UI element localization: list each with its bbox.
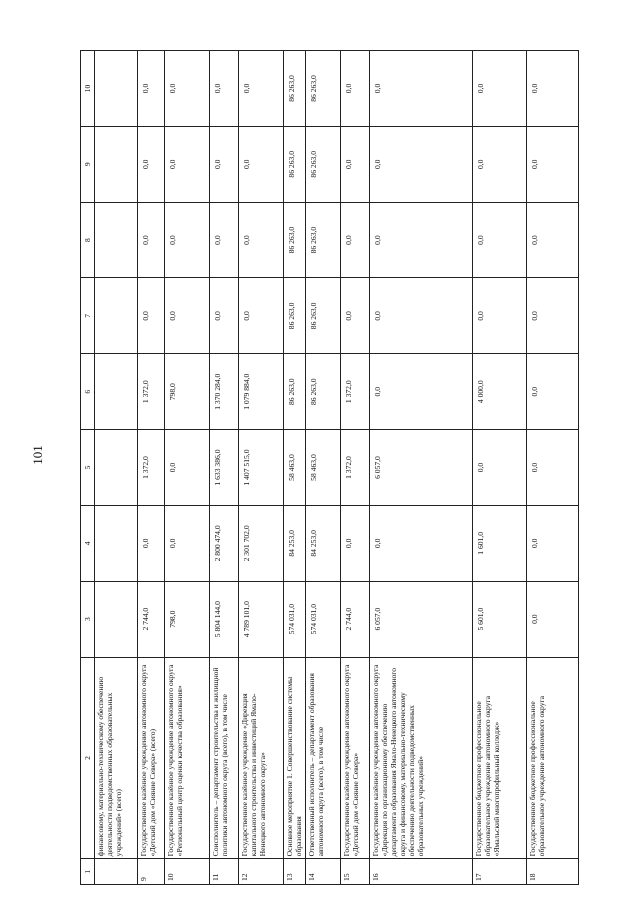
table-row	[341, 51, 370, 885]
value-cell	[95, 430, 138, 506]
value-cell: 0,0	[473, 202, 527, 278]
row-name: Государственное казённое учреждение автономного округа «Региональный центр оценки качества образования»	[165, 657, 210, 859]
row-name: финансовому, материально-техническому обеспечению деятельности подведомственных образовательных учреждений» (всего)	[95, 657, 138, 859]
value-cell: 0,0	[239, 278, 284, 354]
value-cell: 0,0	[210, 126, 239, 202]
row-number: 9	[138, 859, 165, 885]
value-cell: 0,0	[527, 354, 579, 430]
header-cell: 9	[81, 126, 95, 202]
value-cell: 0,0	[473, 278, 527, 354]
header-cell: 1	[81, 859, 95, 885]
header-row	[81, 51, 95, 885]
value-cell	[95, 126, 138, 202]
value-cell: 1 079 884,0	[239, 354, 284, 430]
value-cell: 1 372,0	[341, 430, 370, 506]
value-cell	[95, 51, 138, 127]
value-cell: 0,0	[341, 278, 370, 354]
row-number: 18	[527, 859, 579, 885]
table-row	[239, 51, 284, 885]
value-cell: 86 263,0	[306, 126, 341, 202]
value-cell: 2 800 474,0	[210, 505, 239, 581]
value-cell: 86 263,0	[306, 278, 341, 354]
header-cell: 7	[81, 278, 95, 354]
value-cell: 0,0	[527, 581, 579, 657]
value-cell: 2 301 702,0	[239, 505, 284, 581]
header-cell: 6	[81, 354, 95, 430]
value-cell: 86 263,0	[284, 202, 306, 278]
value-cell: 86 263,0	[284, 354, 306, 430]
value-cell: 1 407 515,0	[239, 430, 284, 506]
value-cell: 0,0	[165, 126, 210, 202]
table-row	[95, 51, 138, 885]
value-cell: 0,0	[165, 202, 210, 278]
value-cell: 4 789 101,0	[239, 581, 284, 657]
value-cell: 0,0	[370, 505, 473, 581]
value-cell: 0,0	[341, 126, 370, 202]
header-cell: 4	[81, 505, 95, 581]
value-cell: 0,0	[165, 51, 210, 127]
value-cell: 1 633 386,0	[210, 430, 239, 506]
value-cell: 0,0	[370, 126, 473, 202]
value-cell: 0,0	[370, 202, 473, 278]
row-number	[95, 859, 138, 885]
value-cell: 5 804 144,0	[210, 581, 239, 657]
value-cell: 1 372,0	[138, 354, 165, 430]
value-cell: 86 263,0	[306, 51, 341, 127]
value-cell: 84 253,0	[306, 505, 341, 581]
value-cell: 574 031,0	[284, 581, 306, 657]
value-cell: 1 370 284,0	[210, 354, 239, 430]
row-name: Государственное казённое учреждение автономного округа «Детский дом «Сияние Севера» (всего)	[138, 657, 165, 859]
table-row	[473, 51, 527, 885]
value-cell	[95, 202, 138, 278]
value-cell: 86 263,0	[306, 354, 341, 430]
value-cell: 2 744,0	[138, 581, 165, 657]
value-cell: 0,0	[527, 278, 579, 354]
value-cell: 0,0	[210, 51, 239, 127]
value-cell: 0,0	[138, 126, 165, 202]
value-cell: 84 253,0	[284, 505, 306, 581]
value-cell: 0,0	[210, 202, 239, 278]
value-cell	[95, 354, 138, 430]
value-cell: 0,0	[210, 278, 239, 354]
row-name: Государственное казённое учреждение автономного округа «Дирекция по организационному обеспечению департамента образования Ямало-Ненецкого автономного округа и финансовому, материально-техническому обеспечению деятельности подведомственных образовательных учреждений»	[370, 657, 473, 859]
value-cell: 0,0	[341, 202, 370, 278]
value-cell: 6 057,0	[370, 430, 473, 506]
table-row	[306, 51, 341, 885]
table-row	[165, 51, 210, 885]
page-number: 101	[30, 445, 45, 465]
value-cell: 0,0	[370, 354, 473, 430]
value-cell: 0,0	[527, 126, 579, 202]
value-cell	[95, 278, 138, 354]
row-number: 11	[210, 859, 239, 885]
header-cell: 5	[81, 430, 95, 506]
row-number: 12	[239, 859, 284, 885]
value-cell: 0,0	[239, 126, 284, 202]
row-number: 10	[165, 859, 210, 885]
value-cell: 2 744,0	[341, 581, 370, 657]
table-row	[370, 51, 473, 885]
value-cell: 1 372,0	[341, 354, 370, 430]
row-name: Государственное бюджетное профессиональное образовательное учреждение автономного округа	[527, 657, 579, 859]
rotated-table-container	[80, 50, 580, 885]
header-cell: 10	[81, 51, 95, 127]
value-cell: 6 057,0	[370, 581, 473, 657]
value-cell: 0,0	[473, 51, 527, 127]
value-cell: 0,0	[527, 51, 579, 127]
value-cell: 0,0	[527, 505, 579, 581]
value-cell: 0,0	[527, 430, 579, 506]
value-cell: 798,0	[165, 581, 210, 657]
value-cell: 86 263,0	[306, 202, 341, 278]
value-cell: 86 263,0	[284, 278, 306, 354]
value-cell: 0,0	[341, 505, 370, 581]
value-cell: 58 463,0	[284, 430, 306, 506]
row-name: Государственное казённое учреждение автономного округа «Детский дом «Сияние Севера»	[341, 657, 370, 859]
value-cell: 0,0	[527, 202, 579, 278]
row-number: 17	[473, 859, 527, 885]
table-row	[284, 51, 306, 885]
value-cell: 0,0	[138, 505, 165, 581]
value-cell: 86 263,0	[284, 51, 306, 127]
value-cell: 0,0	[138, 202, 165, 278]
value-cell: 86 263,0	[284, 126, 306, 202]
value-cell: 1 601,0	[473, 505, 527, 581]
value-cell: 0,0	[473, 126, 527, 202]
value-cell: 0,0	[239, 51, 284, 127]
header-cell: 2	[81, 657, 95, 859]
value-cell: 798,0	[165, 354, 210, 430]
row-number: 16	[370, 859, 473, 885]
table-row	[527, 51, 579, 885]
value-cell: 0,0	[138, 51, 165, 127]
value-cell: 0,0	[165, 430, 210, 506]
value-cell: 0,0	[370, 278, 473, 354]
value-cell	[95, 581, 138, 657]
table-row	[138, 51, 165, 885]
budget-table	[80, 50, 579, 885]
row-number: 15	[341, 859, 370, 885]
value-cell: 574 031,0	[306, 581, 341, 657]
value-cell: 4 000,0	[473, 354, 527, 430]
value-cell: 0,0	[473, 430, 527, 506]
value-cell: 58 463,0	[306, 430, 341, 506]
header-cell: 3	[81, 581, 95, 657]
row-number: 14	[306, 859, 341, 885]
row-name: Государственное казённое учреждение «Дирекция капитального строительства и инвестиций Ямало-Ненецкого автономного округа»	[239, 657, 284, 859]
value-cell: 5 601,0	[473, 581, 527, 657]
row-number: 13	[284, 859, 306, 885]
value-cell: 0,0	[341, 51, 370, 127]
value-cell: 1 372,0	[138, 430, 165, 506]
value-cell: 0,0	[165, 278, 210, 354]
value-cell: 0,0	[165, 505, 210, 581]
value-cell: 0,0	[239, 202, 284, 278]
row-name: Государственное бюджетное профессиональное образовательное учреждение автономного округа «Ямальский многопрофильный колледж»	[473, 657, 527, 859]
value-cell: 0,0	[138, 278, 165, 354]
row-name: Соисполнитель – департамент строительства и жилищной политики автономного округа (всего), в том числе	[210, 657, 239, 859]
row-name: Основное мероприятие 1. Совершенствование системы образования	[284, 657, 306, 859]
table-row	[210, 51, 239, 885]
row-name: Ответственный исполнитель – департамент образования автономного округа (всего), в том числе	[306, 657, 341, 859]
value-cell: 0,0	[370, 51, 473, 127]
value-cell	[95, 505, 138, 581]
header-cell: 8	[81, 202, 95, 278]
